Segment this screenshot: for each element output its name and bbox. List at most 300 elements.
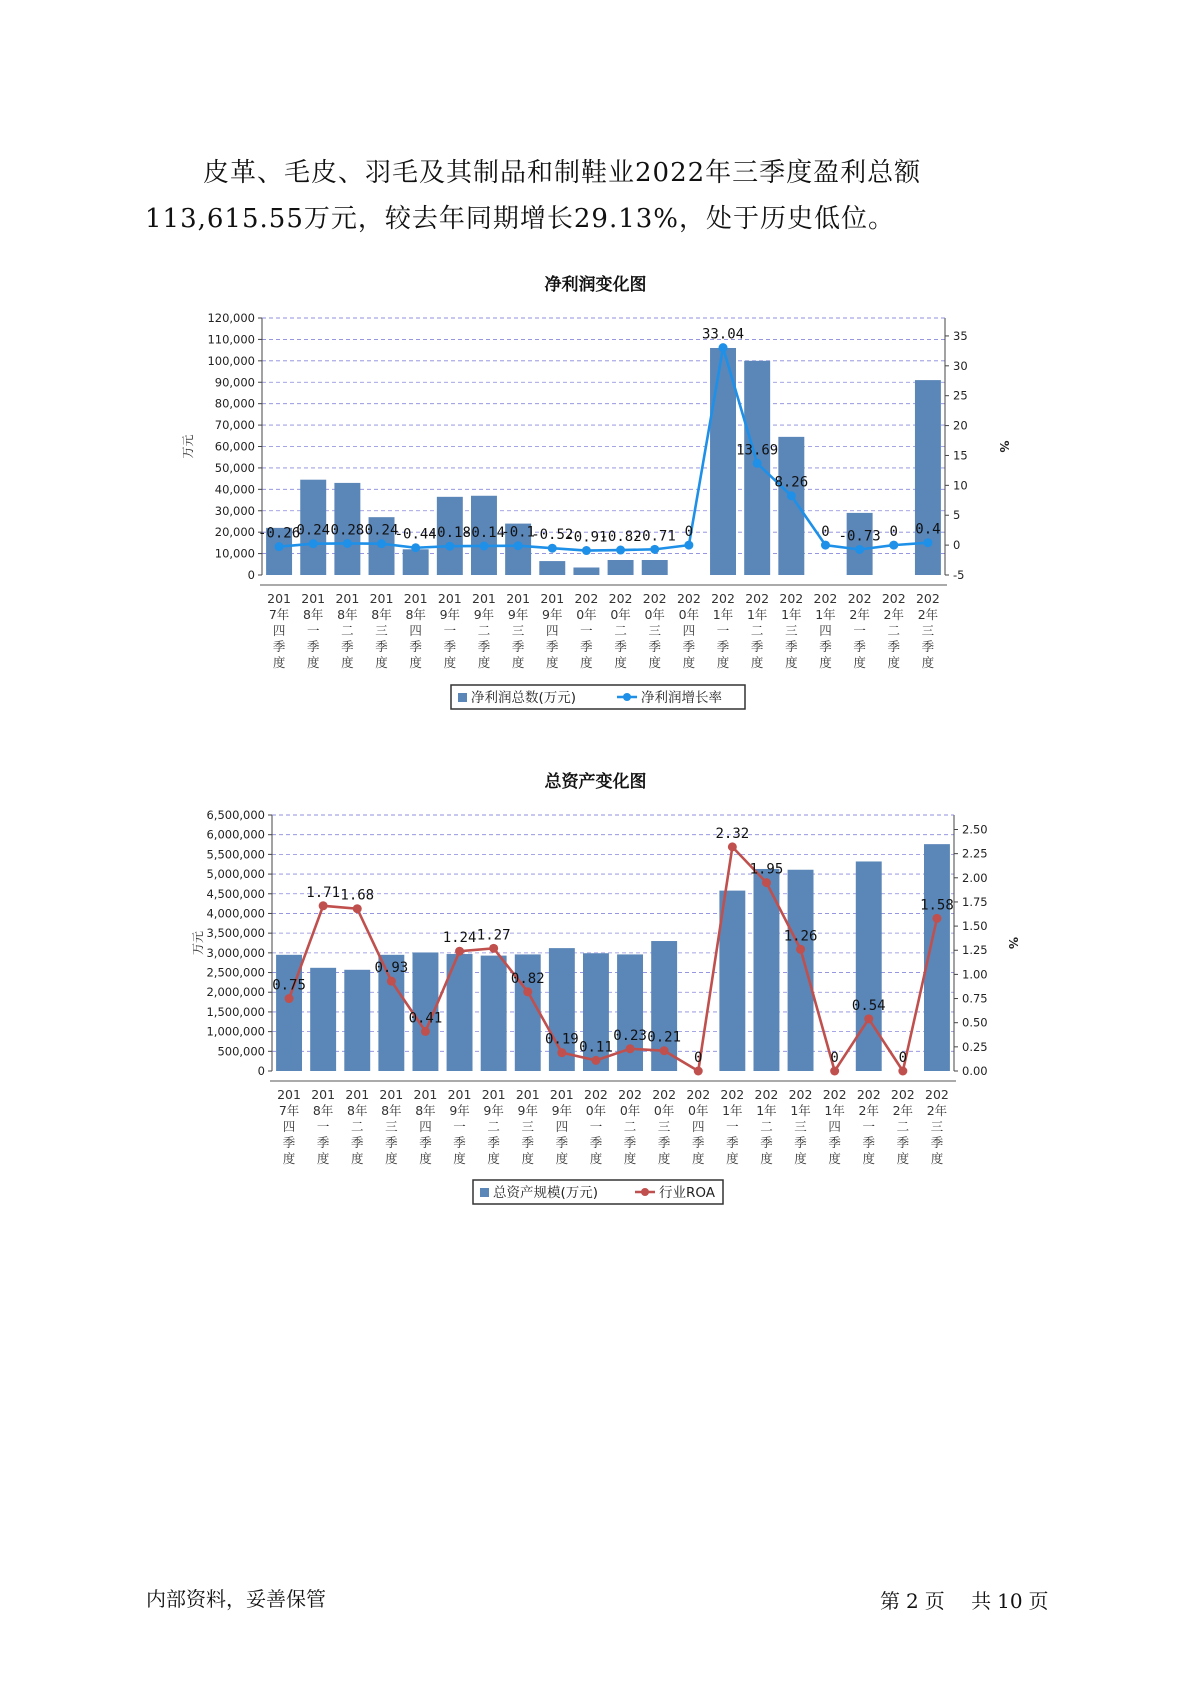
x-tick-label: 季 — [750, 639, 764, 654]
x-tick-label: 1年 — [815, 607, 836, 622]
x-tick-label: 四 — [555, 1119, 569, 1134]
y-tick-label: 110,000 — [207, 332, 255, 347]
x-tick-label: 9年 — [507, 607, 529, 622]
x-tick-label: 9年 — [551, 1103, 573, 1118]
x-tick-label: 201 — [403, 591, 428, 606]
line-point — [719, 343, 728, 352]
x-tick-label: 9年 — [542, 607, 563, 622]
y2-tick-label: 0.50 — [962, 1015, 988, 1030]
y2-tick-label: 1.25 — [962, 943, 988, 958]
x-tick-label: 季 — [853, 639, 866, 654]
x-tick-label: 度 — [580, 655, 593, 670]
line-point — [694, 1067, 703, 1076]
x-tick-label: 度 — [682, 655, 696, 670]
x-tick-label: 201 — [277, 1087, 301, 1102]
line-point — [728, 842, 737, 851]
legend-bar-label: 净利润总数(万元) — [471, 690, 577, 706]
line-point — [557, 1048, 566, 1057]
x-tick-label: 201 — [472, 591, 496, 606]
line-point — [548, 544, 557, 553]
line-point — [319, 901, 328, 910]
x-tick-label: 度 — [862, 1151, 876, 1166]
x-tick-label: 201 — [301, 591, 326, 606]
x-tick-label: 季 — [477, 639, 491, 654]
y-tick-label: 5,500,000 — [206, 847, 265, 862]
x-tick-label: 度 — [794, 1151, 807, 1166]
x-tick-label: 202 — [642, 591, 667, 606]
y-tick-label: 10,000 — [214, 546, 255, 561]
x-tick-label: 202 — [779, 591, 804, 606]
data-label: 0.41 — [408, 1010, 443, 1027]
x-tick-label: 202 — [813, 591, 838, 606]
y2-tick-label: 35 — [953, 328, 968, 343]
x-tick-label: 201 — [413, 1087, 438, 1102]
x-tick-label: 季 — [726, 1135, 739, 1150]
total-assets-chart — [0, 800, 1191, 1260]
x-tick-label: 2年 — [892, 1103, 914, 1118]
data-label: 0.93 — [374, 960, 409, 977]
x-tick-label: 季 — [682, 639, 696, 654]
data-label: -0.52 — [531, 527, 574, 544]
x-tick-label: 202 — [881, 591, 906, 606]
x-tick-label: 202 — [745, 591, 770, 606]
total-num: 10 — [997, 1589, 1023, 1613]
x-tick-label: 202 — [754, 1087, 779, 1102]
line-point — [523, 987, 532, 996]
x-tick-label: 四 — [282, 1119, 296, 1134]
y-tick-label: 4,000,000 — [206, 906, 265, 921]
x-tick-label: 度 — [589, 1151, 603, 1166]
x-tick-label: 季 — [760, 1135, 773, 1150]
x-tick-label: 季 — [896, 1135, 910, 1150]
x-tick-label: 季 — [657, 1135, 671, 1150]
x-tick-label: 季 — [350, 1135, 364, 1150]
x-tick-label: 201 — [447, 1087, 472, 1102]
data-label: 0 — [821, 524, 830, 541]
x-tick-label: 1年 — [824, 1103, 845, 1118]
data-label: 2.32 — [715, 825, 750, 842]
line-point — [479, 541, 488, 550]
x-tick-label: 201 — [481, 1087, 506, 1102]
page-unit: 页 — [924, 1589, 945, 1613]
y-tick-label: 500,000 — [217, 1044, 265, 1059]
x-tick-label: 8年 — [302, 607, 324, 622]
data-label: 0.21 — [647, 1029, 682, 1046]
x-tick-label: 季 — [555, 1135, 569, 1150]
x-tick-label: 季 — [521, 1135, 535, 1150]
y2-tick-label: 20 — [953, 418, 968, 433]
x-tick-label: 四 — [682, 623, 696, 638]
x-tick-label: 度 — [385, 1151, 398, 1166]
x-tick-label: 1年 — [746, 607, 768, 622]
y-tick-label: 30,000 — [214, 503, 255, 518]
x-tick-label: 度 — [921, 655, 935, 670]
line-point — [387, 977, 396, 986]
y-tick-label: 4,500,000 — [206, 886, 265, 901]
x-tick-label: 季 — [409, 639, 422, 654]
x-tick-label: 202 — [925, 1087, 949, 1102]
line-point — [377, 539, 386, 548]
total-prefix: 共 — [971, 1589, 992, 1613]
x-tick-label: 季 — [819, 639, 832, 654]
legend-line-label: 净利润增长率 — [641, 690, 722, 706]
x-tick-label: 三 — [657, 1119, 671, 1134]
x-tick-label: 四 — [546, 623, 559, 638]
x-tick-label: 季 — [316, 1135, 330, 1150]
line-point — [309, 539, 318, 548]
x-tick-label: 季 — [921, 639, 935, 654]
x-tick-label: 度 — [648, 655, 661, 670]
x-tick-label: 二 — [887, 623, 901, 638]
legend-bar-swatch — [480, 1188, 489, 1197]
y-tick-label: 3,000,000 — [206, 945, 265, 960]
x-tick-label: 度 — [282, 1151, 296, 1166]
x-tick-label: 8年 — [381, 1103, 402, 1118]
x-tick-label: 一 — [443, 623, 457, 638]
x-tick-label: 三 — [375, 623, 388, 638]
x-tick-label: 2年 — [926, 1103, 948, 1118]
line-point — [684, 541, 693, 550]
x-tick-label: 度 — [657, 1151, 671, 1166]
x-tick-label: 0年 — [610, 607, 631, 622]
x-tick-label: 度 — [930, 1151, 944, 1166]
y-tick-label: 6,500,000 — [206, 808, 265, 822]
chart1-title: 净利润变化图 — [544, 275, 647, 295]
x-tick-label: 8年 — [347, 1103, 368, 1118]
x-tick-label: 四 — [409, 623, 422, 638]
footer-confidential: 内部资料，妥善保管 — [146, 1587, 326, 1611]
x-tick-label: 四 — [819, 623, 832, 638]
x-tick-label: 202 — [618, 1087, 642, 1102]
x-tick-label: 度 — [623, 1151, 637, 1166]
legend-bar-label: 总资产规模(万元) — [493, 1185, 599, 1201]
y2-tick-label: 1.00 — [962, 967, 988, 982]
x-tick-label: 度 — [819, 655, 832, 670]
bar — [856, 861, 882, 1071]
x-tick-label: 度 — [555, 1151, 569, 1166]
x-tick-label: 201 — [311, 1087, 336, 1102]
line-point — [889, 541, 898, 550]
bar — [539, 561, 565, 575]
x-tick-label: 201 — [540, 591, 565, 606]
x-tick-label: 季 — [453, 1135, 466, 1150]
y-tick-label: 5,000,000 — [206, 867, 265, 882]
x-tick-label: 度 — [306, 655, 320, 670]
legend-bar-swatch — [458, 693, 467, 702]
page-num: 2 — [906, 1589, 919, 1613]
x-tick-label: 二 — [350, 1119, 364, 1134]
data-label: 8.26 — [774, 474, 809, 491]
x-tick-label: 8年 — [312, 1103, 334, 1118]
x-tick-label: 度 — [487, 1151, 500, 1166]
line-point — [411, 543, 420, 552]
data-label: -0.18 — [428, 525, 471, 542]
x-tick-label: 202 — [822, 1087, 847, 1102]
x-tick-label: 度 — [409, 655, 422, 670]
data-label: 0.54 — [851, 997, 886, 1014]
x-tick-label: 一 — [726, 1119, 739, 1134]
y-tick-label: 1,000,000 — [206, 1024, 265, 1039]
y2-tick-label: 30 — [953, 358, 968, 373]
bar — [617, 954, 643, 1071]
data-label: 0 — [830, 1050, 839, 1066]
data-label: 0.24 — [296, 522, 331, 539]
data-label: 0.28 — [330, 522, 365, 539]
x-tick-label: 7年 — [278, 1103, 300, 1118]
x-tick-label: 季 — [828, 1135, 841, 1150]
data-label: 33.04 — [701, 326, 745, 343]
legend-line-marker — [623, 693, 631, 701]
y2-tick-label: 0.00 — [962, 1064, 988, 1078]
line-point — [932, 914, 941, 923]
x-tick-label: 202 — [574, 591, 599, 606]
x-tick-label: 一 — [716, 623, 730, 638]
x-tick-label: 季 — [419, 1135, 432, 1150]
bar — [642, 560, 668, 575]
y-tick-label: 0 — [247, 568, 255, 582]
line-point — [923, 538, 932, 547]
x-tick-label: 季 — [716, 639, 730, 654]
data-label: 1.26 — [783, 928, 818, 945]
x-tick-label: 201 — [549, 1087, 574, 1102]
line-point — [343, 539, 352, 548]
y2-tick-label: 0.25 — [962, 1039, 988, 1054]
x-tick-label: 201 — [345, 1087, 370, 1102]
x-tick-label: 季 — [691, 1135, 705, 1150]
data-label: 0 — [889, 524, 898, 541]
line-point — [753, 459, 762, 468]
data-label: 0.24 — [364, 522, 399, 539]
x-tick-label: 度 — [785, 655, 798, 670]
bar — [481, 956, 507, 1071]
x-tick-label: 季 — [546, 639, 559, 654]
x-tick-label: 季 — [282, 1135, 296, 1150]
x-tick-label: 三 — [785, 623, 798, 638]
y-tick-label: 1,500,000 — [206, 1004, 265, 1019]
x-tick-label: 四 — [828, 1119, 841, 1134]
x-tick-label: 一 — [453, 1119, 466, 1134]
legend-line-marker — [641, 1188, 649, 1196]
x-tick-label: 度 — [316, 1151, 330, 1166]
data-label: 1.24 — [442, 930, 477, 947]
x-tick-label: 度 — [750, 655, 764, 670]
bar — [719, 891, 745, 1071]
net-profit-chart — [0, 305, 1191, 765]
data-label: -0.82 — [599, 529, 642, 546]
x-tick-label: 8年 — [337, 607, 358, 622]
x-tick-label: 202 — [676, 591, 701, 606]
x-tick-label: 一 — [589, 1119, 603, 1134]
y-tick-label: 20,000 — [214, 525, 255, 540]
x-tick-label: 202 — [720, 1087, 745, 1102]
y2-tick-label: 2.25 — [962, 846, 988, 861]
bar — [310, 968, 336, 1071]
line-point — [898, 1067, 907, 1076]
x-tick-label: 一 — [862, 1119, 876, 1134]
data-label: -0.44 — [394, 526, 437, 543]
x-tick-label: 季 — [341, 639, 354, 654]
x-tick-label: 季 — [887, 639, 901, 654]
y2-tick-label: 1.50 — [962, 919, 988, 934]
x-tick-label: 0年 — [576, 607, 597, 622]
x-tick-label: 0年 — [688, 1103, 709, 1118]
x-tick-label: 202 — [788, 1087, 813, 1102]
x-tick-label: 季 — [511, 639, 525, 654]
y2-tick-label: 10 — [953, 478, 968, 493]
x-tick-label: 201 — [506, 591, 531, 606]
x-tick-label: 三 — [511, 623, 525, 638]
data-label: 0.19 — [544, 1031, 579, 1048]
data-label: 0 — [898, 1050, 908, 1066]
x-tick-label: 201 — [369, 591, 394, 606]
data-label: -0.73 — [838, 528, 881, 545]
x-tick-label: 2年 — [858, 1103, 879, 1118]
line-point — [864, 1014, 873, 1023]
x-tick-label: 202 — [890, 1087, 915, 1102]
y-tick-label: 120,000 — [207, 311, 255, 325]
x-tick-label: 度 — [853, 655, 866, 670]
x-tick-label: 度 — [716, 655, 730, 670]
x-tick-label: 季 — [375, 639, 388, 654]
y-tick-label: 60,000 — [214, 439, 255, 454]
data-label: 1.68 — [340, 887, 375, 904]
x-tick-label: 9年 — [473, 607, 495, 622]
x-tick-label: 201 — [335, 591, 360, 606]
line-point — [660, 1046, 669, 1055]
x-tick-label: 季 — [648, 639, 661, 654]
x-tick-label: 季 — [443, 639, 457, 654]
x-tick-label: 度 — [453, 1151, 466, 1166]
x-tick-label: 季 — [580, 639, 593, 654]
data-label: 0.23 — [613, 1027, 647, 1044]
y-tick-label: 50,000 — [214, 460, 255, 475]
x-tick-label: 202 — [584, 1087, 608, 1102]
x-tick-label: 季 — [487, 1135, 500, 1150]
x-tick-label: 二 — [614, 623, 627, 638]
data-label: 1.95 — [749, 861, 784, 878]
x-tick-label: 季 — [930, 1135, 944, 1150]
x-tick-label: 度 — [375, 655, 388, 670]
x-tick-label: 三 — [930, 1119, 944, 1134]
data-label: 1.58 — [920, 897, 954, 914]
line-point — [353, 904, 362, 913]
data-label: 13.69 — [736, 442, 779, 459]
x-tick-label: 季 — [862, 1135, 876, 1150]
y2-tick-label: 1.75 — [962, 894, 988, 909]
line-point — [626, 1044, 635, 1053]
x-tick-label: 8年 — [405, 607, 426, 622]
y-axis-title: 万元 — [191, 930, 205, 956]
data-label: 0.82 — [510, 970, 545, 987]
x-tick-label: 一 — [316, 1119, 330, 1134]
x-tick-label: 202 — [608, 591, 633, 606]
data-label: -0.26 — [257, 525, 301, 542]
line-point — [445, 542, 454, 551]
x-tick-label: 季 — [306, 639, 320, 654]
x-tick-label: 202 — [847, 591, 872, 606]
bar — [788, 870, 814, 1071]
x-tick-label: 9年 — [483, 1103, 504, 1118]
x-tick-label: 202 — [856, 1087, 881, 1102]
x-tick-label: 1年 — [790, 1103, 811, 1118]
data-label: 0.11 — [579, 1039, 613, 1056]
y2-tick-label: 25 — [953, 388, 968, 403]
y2-tick-label: -5 — [953, 568, 965, 582]
x-tick-label: 202 — [711, 591, 735, 606]
x-tick-label: 度 — [828, 1151, 841, 1166]
y2-tick-label: 0.75 — [962, 991, 988, 1006]
x-tick-label: 度 — [272, 655, 286, 670]
chart2-title: 总资产变化图 — [544, 772, 647, 792]
data-label: -0.1 — [501, 524, 535, 541]
x-tick-label: 1年 — [712, 607, 734, 622]
x-tick-label: 0年 — [644, 607, 665, 622]
x-tick-label: 0年 — [678, 607, 700, 622]
x-tick-label: 四 — [419, 1119, 432, 1134]
x-tick-label: 9年 — [449, 1103, 470, 1118]
footer-page-number — [880, 1585, 1055, 1614]
y-axis-title: 万元 — [181, 434, 195, 459]
x-tick-label: 一 — [580, 623, 593, 638]
x-tick-label: 度 — [521, 1151, 535, 1166]
x-tick-label: 四 — [272, 623, 286, 638]
line-point — [762, 878, 771, 887]
x-tick-label: 季 — [623, 1135, 637, 1150]
x-tick-label: 度 — [546, 655, 559, 670]
y-tick-label: 80,000 — [214, 396, 255, 411]
legend-line-label: 行业ROA — [659, 1185, 716, 1201]
line-point — [796, 945, 805, 954]
x-tick-label: 9年 — [439, 607, 461, 622]
line-point — [582, 546, 591, 555]
x-tick-label: 季 — [385, 1135, 398, 1150]
bar — [344, 970, 370, 1071]
x-tick-label: 一 — [306, 623, 320, 638]
data-label: 1.27 — [476, 927, 511, 944]
x-tick-label: 三 — [648, 623, 661, 638]
x-tick-label: 季 — [614, 639, 627, 654]
line-point — [514, 541, 523, 550]
x-tick-label: 202 — [686, 1087, 711, 1102]
page-prefix: 第 — [880, 1589, 900, 1613]
y-tick-label: 90,000 — [214, 375, 255, 390]
y-tick-label: 2,000,000 — [206, 985, 265, 1000]
data-label: 0 — [684, 524, 694, 541]
data-label: 1.71 — [306, 884, 341, 901]
y2-tick-label: 2.00 — [962, 870, 988, 885]
y2-tick-label: 5 — [953, 508, 961, 523]
x-tick-label: 8年 — [371, 607, 392, 622]
x-tick-label: 度 — [477, 655, 491, 670]
x-tick-label: 0年 — [585, 1103, 607, 1118]
x-tick-label: 2年 — [849, 607, 870, 622]
y-tick-label: 0 — [257, 1064, 265, 1078]
x-tick-label: 四 — [691, 1119, 705, 1134]
x-tick-label: 9年 — [517, 1103, 538, 1118]
y2-axis-title: % — [997, 440, 1011, 453]
x-tick-label: 季 — [272, 639, 286, 654]
y2-tick-label: 2.50 — [962, 822, 988, 837]
summary-text: 皮革、毛皮、羽毛及其制品和制鞋业2022年三季度盈利总额113,615.55万元，较去年同期增长29.13%，处于历史低位。 — [145, 158, 922, 234]
data-label: 0.75 — [272, 977, 306, 994]
line-point — [821, 541, 830, 550]
x-tick-label: 度 — [691, 1151, 705, 1166]
x-tick-label: 季 — [785, 639, 798, 654]
x-tick-label: 三 — [521, 1119, 535, 1134]
x-tick-label: 三 — [385, 1119, 398, 1134]
bar — [403, 549, 429, 575]
x-tick-label: 202 — [652, 1087, 677, 1102]
